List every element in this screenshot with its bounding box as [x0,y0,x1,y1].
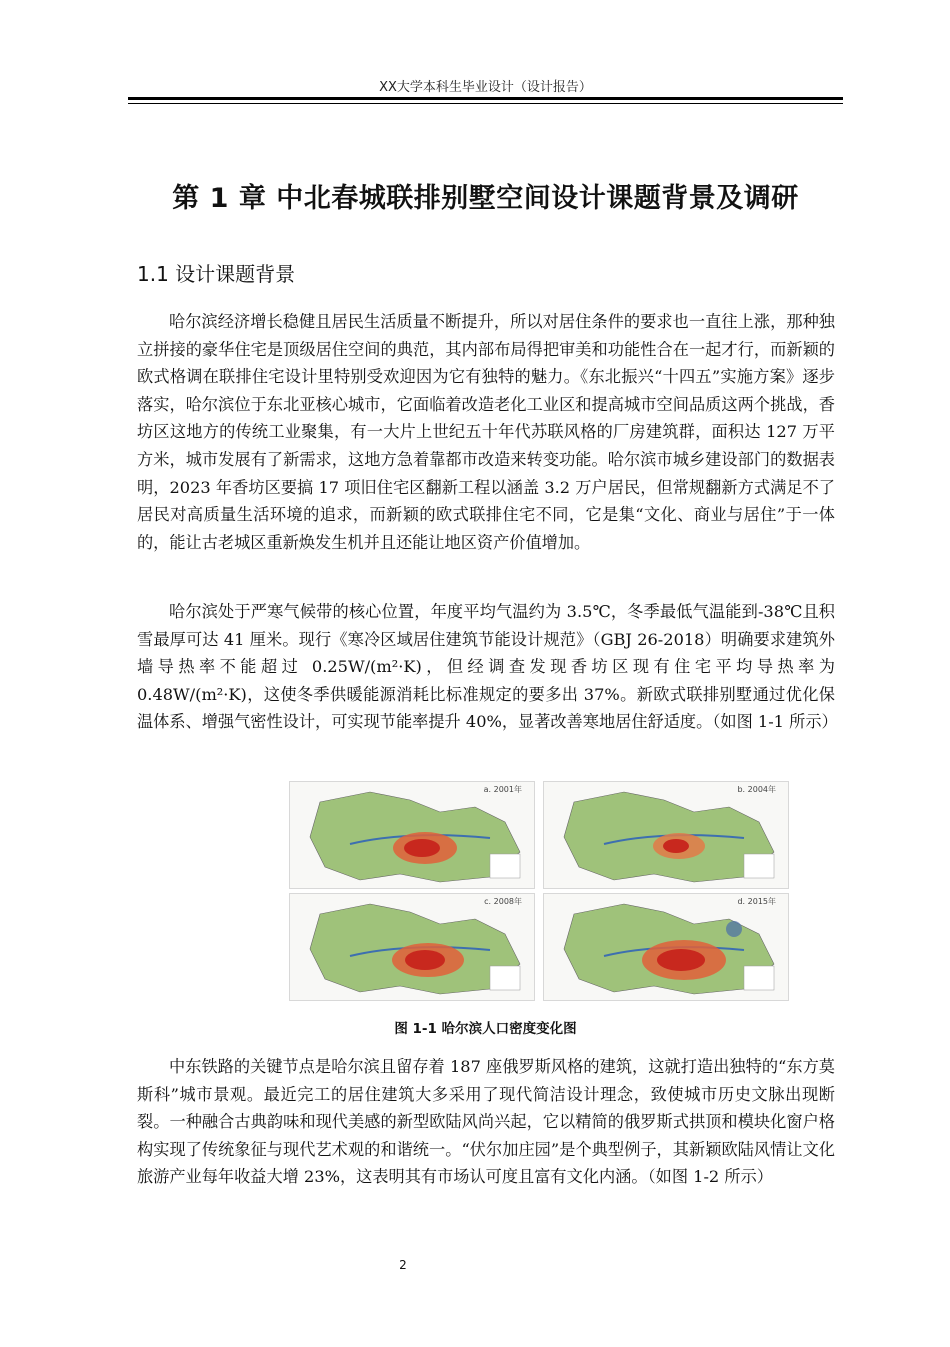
panel-a-label: a. 2001年 [483,785,522,794]
panel-c-label: c. 2008年 [484,897,522,906]
page-header: XX大学本科生毕业设计（设计报告） [379,80,592,95]
header-rule-thin [128,103,843,104]
paragraph-1: 哈尔滨经济增长稳健且居民生活质量不断提升，所以对居住条件的要求也一直往上涨，那种独立拼接的豪华住宅是顶级居住空间的典范，其内部布局得把审美和功能性合在一起才行，而新颖的欧式格调在联排住宅设计里特别受欢迎因为它有独特的魅力。《东北振兴“十四五”实施方案》逐步落实，哈尔滨位于东北亚核心城市，它面临着改造老化工业区和提高城市空间品质这两个挑战，香坊区这地方的传统工业聚集，有一大片上世纪五十年代苏联风格的厂房建筑群，面积达 127 万平方米，城市发展有了新需求，这地方急着靠都市改造来转变功能。哈尔滨市城乡建设部门的数据表明，2023 年香坊区要搞 17 项旧住宅区翻新工程以涵盖 3.2 万户居民，但常规翻新方式满足不了居民对高质量生活环境的追求，而新颖的欧式联排住宅不同，它是集“文化、商业与居住”于一体的，能让古老城区重新焕发生机并且还能让地区资产价值增加。 [137,312,835,552]
map-panel-b [543,781,789,889]
panel-b-label: b. 2004年 [737,785,776,794]
header-rule-thick [128,97,843,100]
panel-d-label: d. 2015年 [737,897,776,906]
paragraph-2: 哈尔滨处于严寒气候带的核心位置，年度平均气温约为 3.5℃，冬季最低气温能到-38℃且积雪最厚可达 41 厘米。现行《寒冷区域居住建筑节能设计规范》（GBJ 26-2018）明确要求建筑外墙导热率不能超过 0.25W/(m²·K)，但经调查发现香坊区现有住宅平均导热率为 0.48W/(m²·K)，这使冬季供暖能源消耗比标准规定的要多出 37%。新欧式联排别墅通过优化保温体系、增强气密性设计，可实现节能率提升 40%，显著改善寒地居住舒适度。（如图 1-1 所示） [137,602,838,732]
map-panel-c [289,893,535,1001]
figure-caption: 图 1-1 哈尔滨人口密度变化图 [394,1021,577,1037]
page-number: 2 [399,1258,407,1272]
map-panel-a [289,781,535,889]
map-panel-d [543,893,789,1001]
section-title: 1.1 设计课题背景 [137,262,296,286]
figure-population-density [287,779,789,1001]
chapter-title: 第 1 章 中北春城联排别墅空间设计课题背景及调研 [172,183,799,214]
paragraph-3: 中东铁路的关键节点是哈尔滨且留存着 187 座俄罗斯风格的建筑，这就打造出独特的“东方莫斯科”城市景观。最近完工的居住建筑大多采用了现代简洁设计理念，致使城市历史文脉出现断裂。一种融合古典韵味和现代美感的新型欧陆风尚兴起，它以精简的俄罗斯式拱顶和模块化窗户格构实现了传统象征与现代艺术观的和谐统一。“伏尔加庄园”是个典型例子，其新颖欧陆风情让文化旅游产业每年收益大增 23%，这表明其有市场认可度且富有文化内涵。（如图 1-2 所示） [137,1057,835,1187]
